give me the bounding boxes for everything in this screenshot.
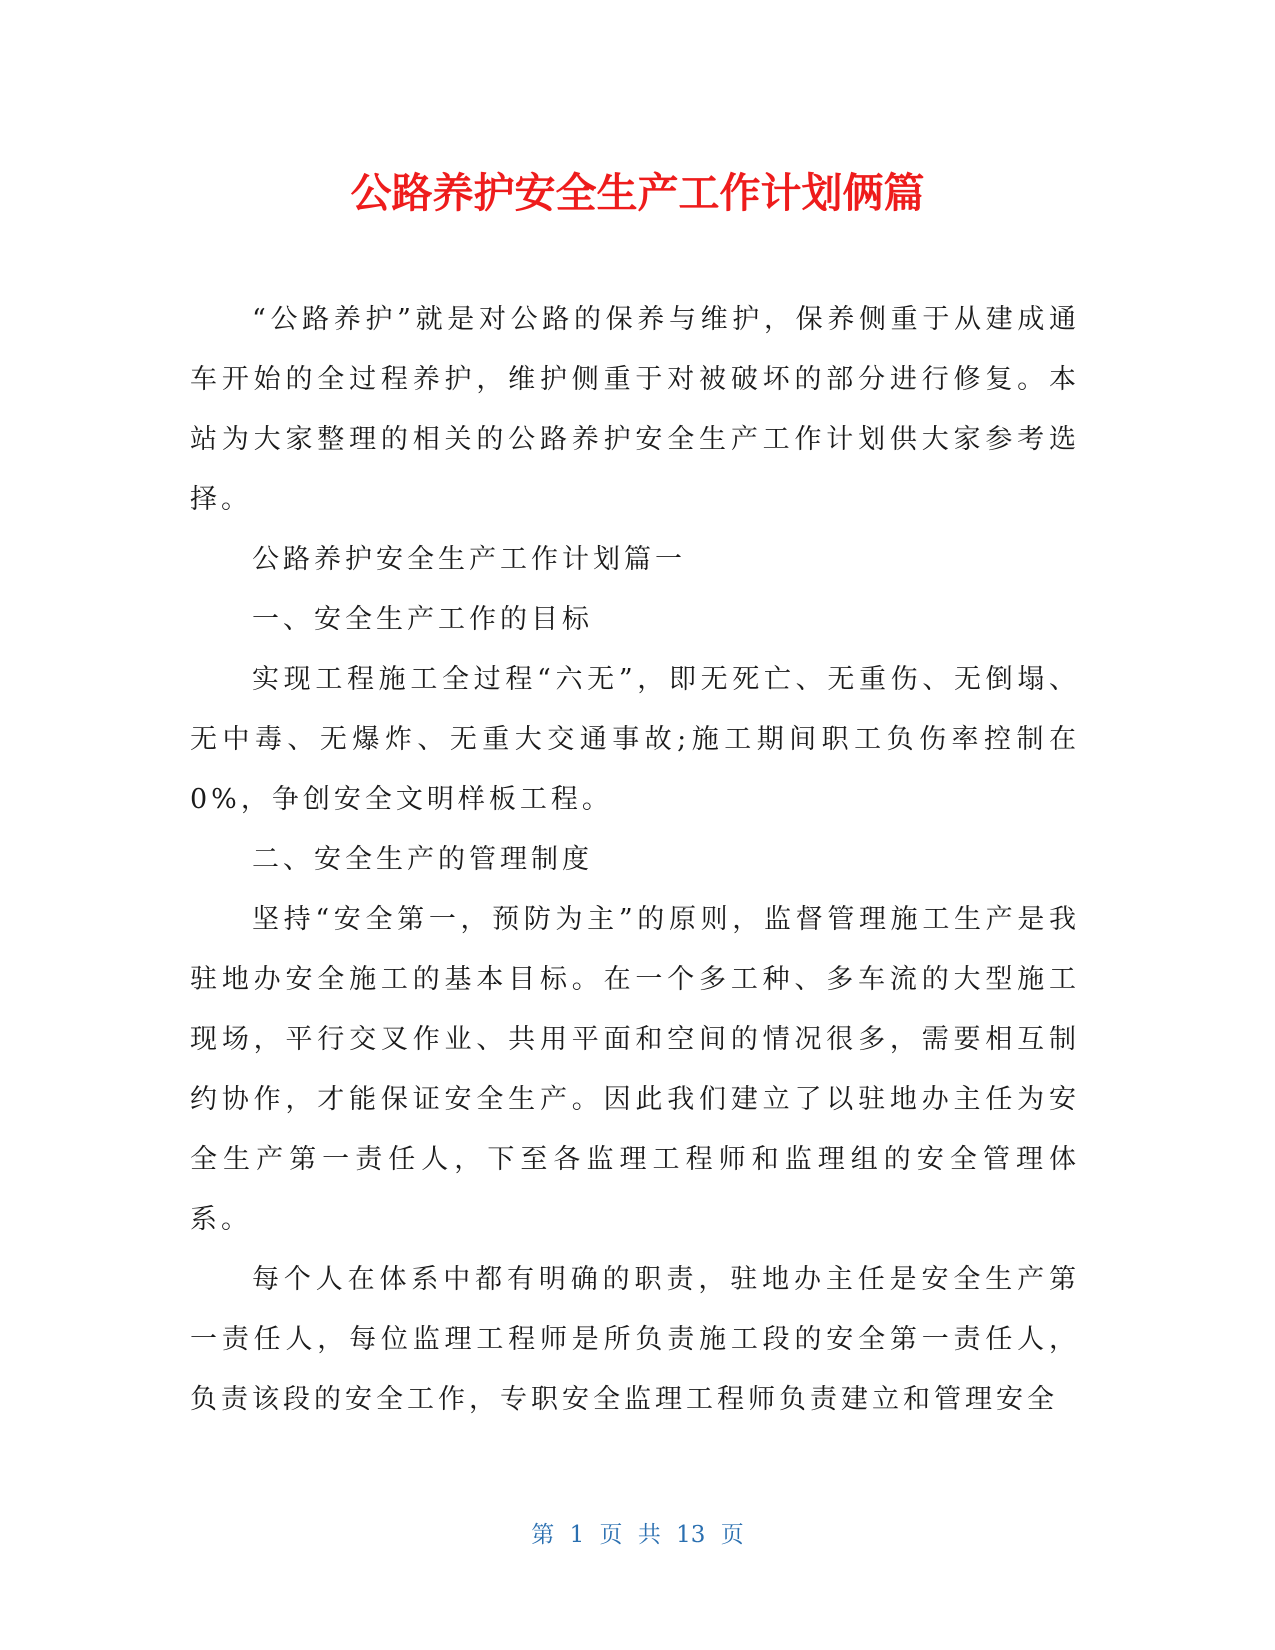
page-footer <box>0 1516 1275 1549</box>
footer-total-pages: 13 <box>676 1522 706 1548</box>
paragraph-intro: “公路养护”就是对公路的保养与维护，保养侧重于从建成通车开始的全过程养护，维护侧重于对被破坏的部分进行修复。本站为大家整理的相关的公路养护安全生产工作计划供大家参考选择。 <box>190 304 1080 515</box>
footer-current-page: 1 <box>569 1522 585 1548</box>
document-title: 公路养护安全生产工作计划俩篇 <box>350 169 925 217</box>
paragraph-section-heading: 公路养护安全生产工作计划篇一 <box>252 544 686 575</box>
document-body <box>190 290 1080 1430</box>
footer-total-prefix: 共 <box>637 1522 661 1548</box>
paragraph-management: 坚持“安全第一，预防为主”的原则，监督管理施工生产是我驻地办安全施工的基本目标。在一个多工种、多车流的大型施工现场，平行交叉作业、共用平面和空间的情况很多，需要相互制约协作，才能保证安全生产。因此我们建立了以驻地办主任为安全生产第一责任人，下至各监理工程师和监理组的安全管理体系。 <box>190 904 1080 1235</box>
footer-page-unit: 页 <box>599 1522 623 1548</box>
footer-total-unit: 页 <box>720 1522 744 1548</box>
footer-prefix: 第 <box>531 1522 555 1548</box>
paragraph-responsibility: 每个人在体系中都有明确的职责，驻地办主任是安全生产第一责任人，每位监理工程师是所负责施工段的安全第一责任人，负责该段的安全工作，专职安全监理工程师负责建立和管理安全 <box>190 1264 1080 1415</box>
paragraph-heading-management: 二、安全生产的管理制度 <box>252 844 593 875</box>
paragraph-goal: 实现工程施工全过程“六无”，即无死亡、无重伤、无倒塌、无中毒、无爆炸、无重大交通事故;施工期间职工负伤率控制在0%，争创安全文明样板工程。 <box>190 664 1080 815</box>
paragraph-heading-goal: 一、安全生产工作的目标 <box>252 604 593 635</box>
